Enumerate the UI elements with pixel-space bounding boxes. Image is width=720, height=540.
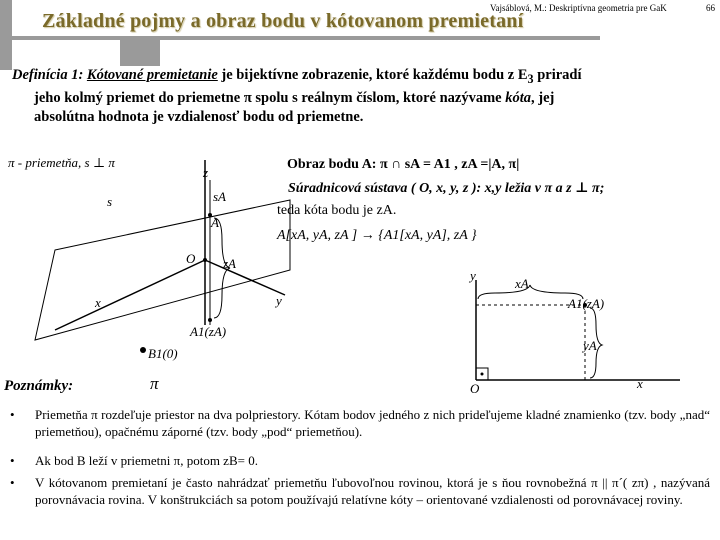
notes-title: Poznámky:: [4, 378, 74, 394]
definition-text-2: priradí: [533, 67, 582, 83]
o-label: O: [186, 251, 196, 266]
definition-label: Definícia 1:: [12, 67, 84, 83]
definition-line-2: [12, 89, 712, 108]
note-item-2: [10, 452, 710, 469]
y-label-left: y: [276, 293, 282, 308]
note-item-1: [10, 406, 710, 440]
b10-label: B1(0): [148, 346, 178, 361]
x-label-left: x: [95, 295, 101, 310]
note-text-2: Ak bod B leží v priemetni π, potom zB= 0.: [35, 453, 258, 468]
space-symbol: E: [517, 67, 528, 83]
y-label-right: y: [470, 268, 476, 283]
info-line-1: Obraz bodu A: π ∩ sA = A1 , zA =|A, π|: [287, 157, 520, 172]
info-line-2: Súradnicová sústava ( O, x, y, z ): x,y ležia v π a z ⊥ π;: [288, 181, 605, 196]
pi-label: π: [150, 374, 159, 393]
pi-symbol: π: [243, 89, 252, 106]
s-label: s: [107, 194, 113, 209]
info-line-3: teda kóta bodu je zA.: [277, 203, 397, 218]
title-decoration-square: [120, 38, 160, 66]
x-label-right: x: [637, 376, 643, 391]
def-line-2c: , jej: [531, 89, 555, 106]
info-line-4: A[xA, yA, zA ] → {A1[xA, yA], zA }: [277, 228, 477, 243]
kota-word: kóta: [505, 89, 532, 106]
def-line-2a: jeho kolmý priemet do priemetne: [34, 89, 244, 106]
note-bullet: •: [10, 407, 15, 422]
ya-label: yA: [583, 338, 597, 353]
note-bullet: •: [10, 475, 15, 490]
note-text-1: Priemetňa π rozdeľuje priestor na dva polpriestory. Kótam bodov jedného z nich prideľujeme kladné znamienko (tzv. body „nad“ priemetňou), opačnému záporné (tzv. body „pod“ priemetňou).: [35, 407, 710, 439]
a1za-label-left: A1(zA): [190, 324, 227, 339]
note-text-3: V kótovanom premietaní je často nahrádzať priemetňu ľubovoľnou rovinou, ktorá je s ňou rovnobežná π || π´( zπ) , nazývaná porovnávacia rovina. V konštrukciách sa potom používajú relatívne kóty – orientované vzdialenosti od porovnávacej roviny.: [35, 475, 710, 507]
a1za-label-right: A1(zA): [568, 296, 605, 311]
x-axis: [55, 260, 205, 330]
o-label-right: O: [470, 381, 480, 396]
right-angle-dot: [481, 373, 484, 376]
z-label: z: [203, 165, 209, 180]
definition-block: [12, 66, 712, 127]
author-note: Vajsáblová, M.: Deskriptívna geometria pre GaK: [490, 3, 667, 13]
projection-plane: [35, 200, 290, 340]
page-title: Základné pojmy a obraz bodu v kótovanom premietaní: [42, 10, 524, 32]
space-sub: 3: [527, 71, 534, 86]
origin-point: [203, 258, 207, 262]
point-b1: [140, 347, 146, 353]
def-line-2b: spolu s reálnym číslom, ktoré nazývame: [251, 89, 506, 106]
xa-label: xA: [515, 276, 529, 291]
definition-text-1: je bijektívne zobrazenie, ktoré každému bodu z: [217, 67, 518, 83]
page-number: 66: [706, 3, 715, 13]
definition-term: Kótované premietanie: [86, 67, 218, 83]
definition-line-3: absolútna hodnota je vzdialenosť bodu od priemetne.: [34, 108, 364, 125]
right-plan-diagram: [450, 265, 720, 390]
title-decoration-vertical: [0, 0, 12, 70]
note-item-3: [10, 474, 710, 508]
sa-label: sA: [213, 189, 226, 204]
plane-legend: π - priemetňa, s ⊥ π: [8, 155, 115, 170]
note-bullet: •: [10, 453, 15, 468]
za-label: zA: [223, 256, 236, 271]
point-a1: [208, 318, 212, 322]
title-decoration-horizontal: [0, 36, 600, 40]
a-label: A: [211, 215, 219, 230]
